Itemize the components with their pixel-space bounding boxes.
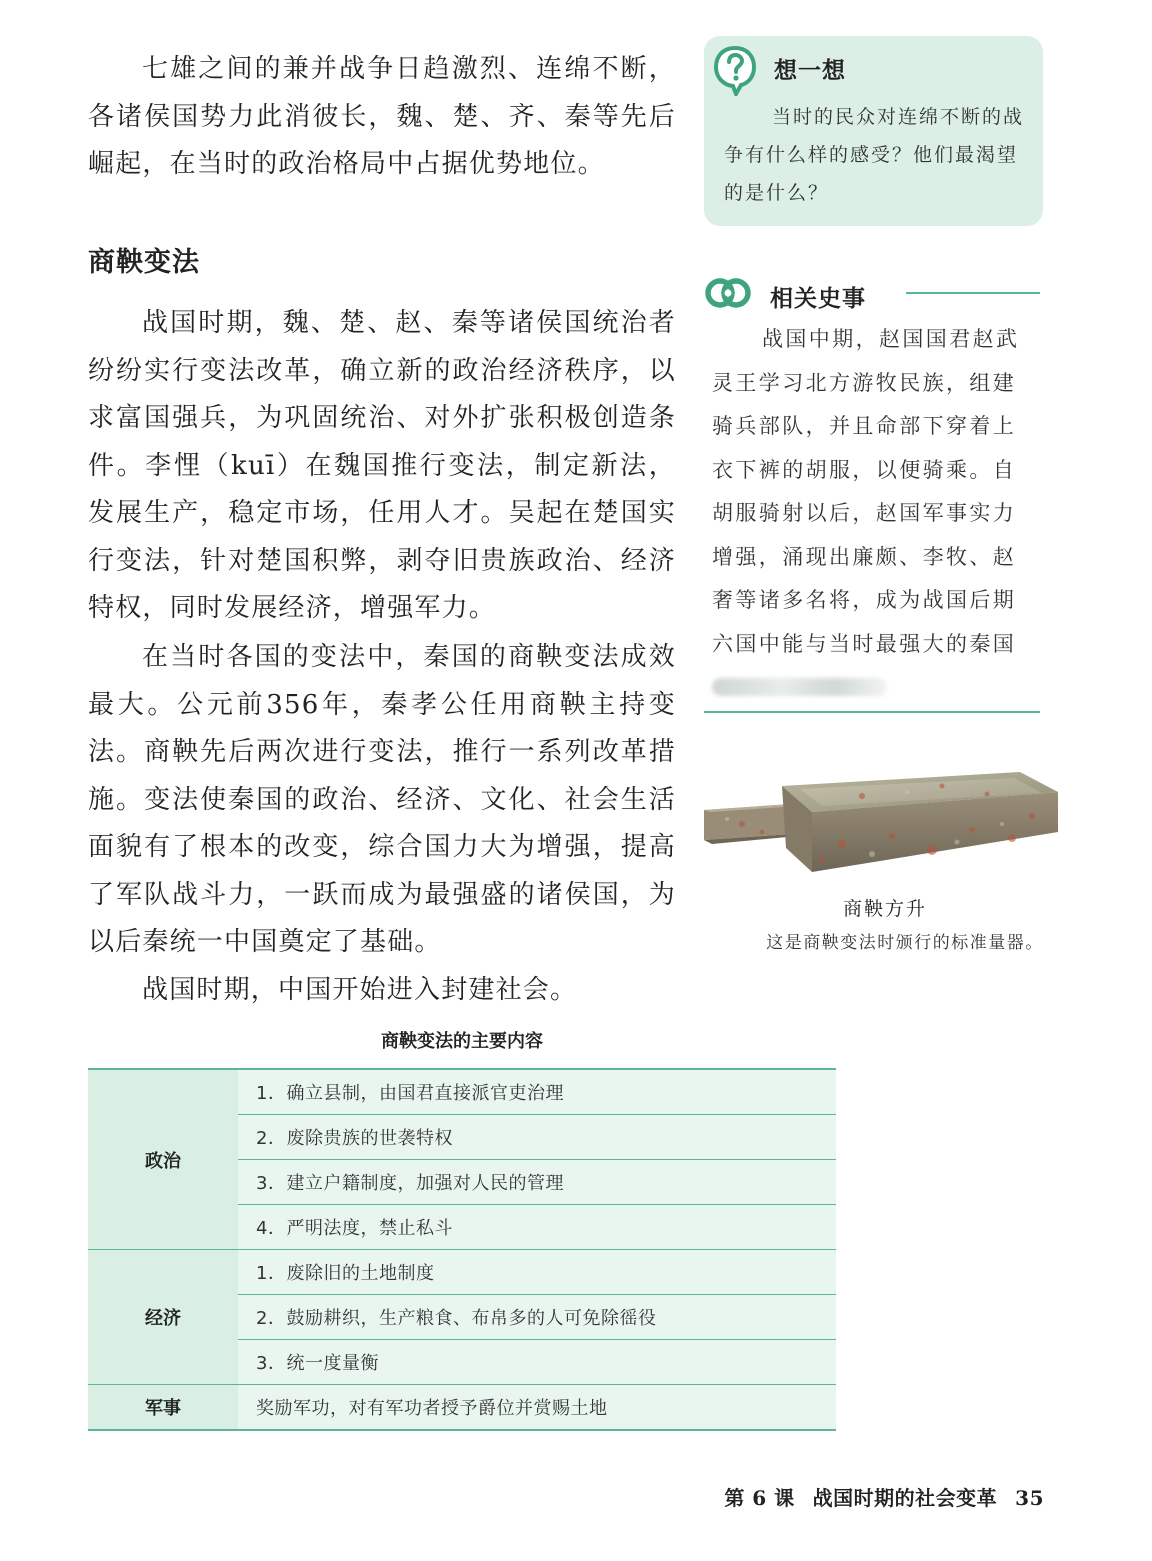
artifact-title: 商鞅方升: [842, 898, 927, 920]
table-cell: 4．严明法度，禁止私斗: [238, 1205, 836, 1250]
category-cell: 军事: [88, 1385, 238, 1431]
section-divider: [704, 711, 1040, 713]
body-paragraph: 战国时期，魏、楚、赵、秦等诸侯国统治者纷纷实行变法改革，确立新的政治经济秩序，以求富国强兵，为巩固统治、对外扩张积极创造条件。李悝（kuī）在魏国推行变法，制定新法，发展生产，稳定市场，任用人才。吴起在楚国实行变法，针对楚国积弊，剥夺旧贵族政治、经济特权，同时发展经济，增强军力。: [88, 308, 676, 623]
table-cell: 1．确立县制，由国君直接派官吏治理: [238, 1069, 836, 1115]
table-row: [88, 1385, 836, 1431]
table-row: [88, 1250, 836, 1295]
table-cell: 3．建立户籍制度，加强对人民的管理: [238, 1160, 836, 1205]
table-cell: 2．废除贵族的世袭特权: [238, 1115, 836, 1160]
section-heading: 商鞅变法: [88, 247, 200, 278]
lesson-number: 第 6 课: [724, 1486, 795, 1510]
table-title: 商鞅变法的主要内容: [381, 1031, 543, 1052]
body-paragraph: 战国时期，中国开始进入封建社会。: [142, 975, 578, 1005]
linked-circles-icon: [704, 272, 752, 314]
body-paragraph: 在当时各国的变法中，秦国的商鞅变法成效最大。公元前356年，秦孝公任用商鞅主持变法。商鞅先后两次进行变法，推行一系列改革措施。变法使秦国的政治、经济、文化、社会生活面貌有了根本的改变，综合国力大为增强，提高了军队战斗力，一跃而成为最强盛的诸侯国，为以后秦统一中国奠定了基础。: [88, 642, 676, 957]
reform-content-table: [88, 1068, 836, 1431]
think-title: 想一想: [774, 58, 846, 84]
table-cell: 3．统一度量衡: [238, 1340, 836, 1385]
heading-rule: [906, 292, 1040, 294]
question-bubble-icon: [712, 44, 758, 96]
blurred-text-fragment: [712, 678, 887, 696]
page-footer: [724, 1482, 1044, 1511]
shang-yang-measure-image: [702, 764, 1062, 878]
artifact-caption: 这是商鞅变法时颁行的标准量器。: [766, 933, 1044, 953]
table-row: [88, 1069, 836, 1115]
related-history-text: 战国中期，赵国国君赵武灵王学习北方游牧民族，组建骑兵部队，并且命部下穿着上衣下裤的胡服，以便骑乘。自胡服骑射以后，赵国军事实力增强，涌现出廉颇、李牧、赵奢等诸多名将，成为战国后期六国中能与当时最强大的秦国: [712, 327, 1020, 656]
category-cell: 政治: [88, 1069, 238, 1250]
table-cell: 1．废除旧的土地制度: [238, 1250, 836, 1295]
lesson-title: 战国时期的社会变革: [812, 1486, 998, 1510]
category-cell: 经济: [88, 1250, 238, 1385]
think-text: 当时的民众对连绵不断的战争有什么样的感受？他们最渴望的是什么？: [724, 106, 1025, 204]
page-number: 35: [1015, 1486, 1044, 1510]
table-cell: 2．鼓励耕织，生产粮食、布帛多的人可免除徭役: [238, 1295, 836, 1340]
table-cell: 奖励军功，对有军功者授予爵位并赏赐土地: [238, 1385, 836, 1431]
related-history-title: 相关史事: [770, 286, 866, 312]
think-box: [704, 36, 1043, 226]
intro-paragraph: 七雄之间的兼并战争日趋激烈、连绵不断，各诸侯国势力此消彼长，魏、楚、齐、秦等先后崛起，在当时的政治格局中占据优势地位。: [88, 54, 676, 179]
